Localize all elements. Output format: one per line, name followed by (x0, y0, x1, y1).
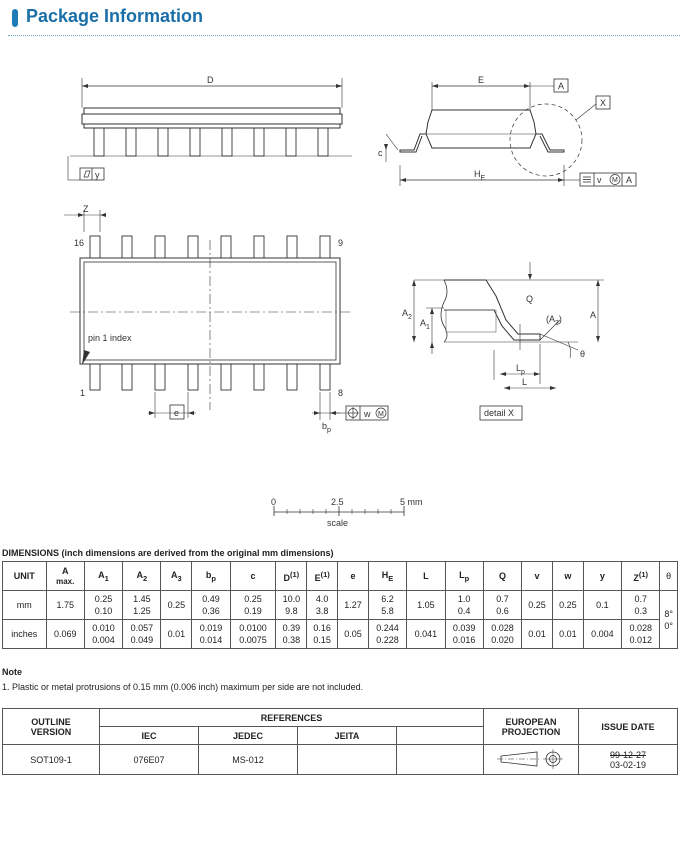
cell-value: 0.057 0.049 (123, 620, 161, 649)
cell-value: 0.028 0.020 (483, 620, 521, 649)
header-E: $E^{(1)}$ (307, 562, 338, 591)
cell-jeita (298, 745, 397, 775)
label-y: y (95, 170, 100, 180)
header-w: w (552, 562, 583, 591)
cell-value: 0.039 0.016 (445, 620, 483, 649)
header-Lp: $L_p$ (445, 562, 483, 591)
cell-value: 1.0 0.4 (445, 591, 483, 620)
label-M-circle-2: M (378, 411, 384, 418)
header-european-projection: EUROPEAN PROJECTION (484, 709, 579, 745)
label-L: L (522, 377, 528, 387)
label-A3: $(A_3)$ (546, 314, 562, 327)
cell-value: 0.39 0.38 (276, 620, 307, 649)
label-A-ref: A (626, 175, 633, 185)
label-pin-16: 16 (74, 238, 85, 248)
header-L: L (407, 562, 445, 591)
label-Z: Z (83, 204, 89, 214)
cell-value: 0.069 (46, 620, 84, 649)
projection-symbol-icon (495, 748, 567, 770)
header-Q: Q (483, 562, 521, 591)
cell-value: 0.01 (552, 620, 583, 649)
label-v: v (597, 175, 602, 185)
title-divider (8, 35, 680, 36)
label-Q: Q (526, 294, 534, 304)
dimensions-row-mm (3, 591, 678, 620)
title-accent-bar (12, 9, 18, 27)
dimensions-row-inches (3, 620, 678, 649)
cell-issue-date: 99-12-27 03-02-19 (579, 745, 678, 775)
cell-value: 0.25 (552, 591, 583, 620)
cell-value: 0.041 (407, 620, 445, 649)
note-heading: Note (2, 667, 22, 677)
dimensions-header-row (3, 562, 678, 591)
header-issue-date: ISSUE DATE (579, 709, 678, 745)
label-e: e (174, 408, 180, 418)
outline-header-row-1 (3, 709, 678, 727)
cell-value: 0.16 0.15 (307, 620, 338, 649)
end-view (384, 79, 636, 186)
cell-value: 1.27 (338, 591, 369, 620)
detail-x (412, 262, 604, 420)
dimensions-heading: DIMENSIONS (inch dimensions are derived from the original mm dimensions) (2, 548, 334, 558)
cell-value: 0.004 (583, 620, 621, 649)
label-theta: θ (580, 349, 586, 359)
label-A2: $A_2$ (402, 308, 412, 321)
label-datum-X: X (600, 98, 607, 108)
cell-value: 0.05 (338, 620, 369, 649)
cell-unit: inches (3, 620, 47, 649)
label-pin-9: 9 (338, 238, 344, 248)
outline-table (2, 708, 678, 775)
cell-value: 0.25 (522, 591, 553, 620)
label-pin1-index: pin 1 index (88, 333, 132, 343)
label-c: c (378, 148, 383, 158)
page-header (8, 4, 672, 34)
cell-unit: mm (3, 591, 47, 620)
header-c: c (230, 562, 276, 591)
cell-value: 0.25 0.10 (84, 591, 122, 620)
cell-value: 0.25 0.19 (230, 591, 276, 620)
label-A1: $A_1$ (420, 318, 430, 331)
label-pin-1: 1 (80, 388, 86, 398)
note-text: 1. Plastic or metal protrusions of 0.15 mm (0.006 inch) maximum per side are not included. (2, 682, 364, 692)
cell-value: 0.1 (583, 591, 621, 620)
header-outline-version: OUTLINE VERSION (3, 709, 100, 745)
cell-jedec: MS-012 (199, 745, 298, 775)
package-drawing (0, 40, 680, 540)
cell-value: 1.05 (407, 591, 445, 620)
header-D: $D^{(1)}$ (276, 562, 307, 591)
cell-value: 0.01 (522, 620, 553, 649)
side-view (68, 78, 352, 180)
page-title: Package Information (26, 6, 204, 26)
cell-value: 0.01 (161, 620, 192, 649)
cell-value: 0.244 0.228 (368, 620, 406, 649)
header-e: e (338, 562, 369, 591)
header-references: REFERENCES (100, 709, 484, 727)
header-unit: UNIT (3, 562, 47, 591)
header-Z: $Z^{(1)}$ (622, 562, 660, 591)
header-A-max: A max. (46, 562, 84, 591)
cell-version: SOT109-1 (3, 745, 100, 775)
scale-tick-5mm: 5 mm (400, 497, 423, 507)
label-pin-8: 8 (338, 388, 344, 398)
header-HE: $H_E$ (368, 562, 406, 591)
cell-value: 1.45 1.25 (123, 591, 161, 620)
outline-data-row (3, 745, 678, 775)
header-iec: IEC (100, 727, 199, 745)
header-bp: $b_p$ (192, 562, 230, 591)
scale-label: scale (327, 518, 349, 528)
cell-value: 0.7 0.6 (483, 591, 521, 620)
header-A1: $A_1$ (84, 562, 122, 591)
header-theta: θ (660, 562, 678, 591)
label-bp: $b_p$ (322, 421, 331, 434)
cell-value: 4.0 3.8 (307, 591, 338, 620)
cell-value: 0.49 0.36 (192, 591, 230, 620)
scale-bar (274, 506, 404, 516)
label-E: E (478, 75, 485, 85)
header-A3: $A_3$ (161, 562, 192, 591)
label-HE: $H_E$ (474, 169, 486, 182)
cell-iec: 076E07 (100, 745, 199, 775)
scale-tick-0: 0 (271, 497, 277, 507)
header-v: v (522, 562, 553, 591)
cell-theta: 8° 0° (660, 591, 678, 649)
label-datum-A: A (558, 81, 565, 91)
label-detail-x: detail X (484, 408, 515, 418)
cell-value: 0.028 0.012 (622, 620, 660, 649)
scale-tick-2-5: 2.5 (331, 497, 344, 507)
cell-value: 0.010 0.004 (84, 620, 122, 649)
label-M-circle: M (612, 177, 618, 184)
header-blank (397, 727, 484, 745)
cell-value: 10.0 9.8 (276, 591, 307, 620)
cell-value: 0.019 0.014 (192, 620, 230, 649)
label-w: w (364, 409, 371, 419)
cell-blank (397, 745, 484, 775)
header-A2: $A_2$ (123, 562, 161, 591)
header-y: y (583, 562, 621, 591)
cell-value: 0.0100 0.0075 (230, 620, 276, 649)
cell-value: 6.2 5.8 (368, 591, 406, 620)
cell-projection (484, 745, 579, 775)
header-jedec: JEDEC (199, 727, 298, 745)
label-A-height: A (590, 310, 597, 320)
cell-value: 0.25 (161, 591, 192, 620)
label-Lp: $L_p$ (516, 363, 525, 376)
cell-value: 0.7 0.3 (622, 591, 660, 620)
header-jeita: JEITA (298, 727, 397, 745)
dimensions-table (2, 561, 678, 649)
cell-value: 1.75 (46, 591, 84, 620)
label-D: D (207, 75, 214, 85)
